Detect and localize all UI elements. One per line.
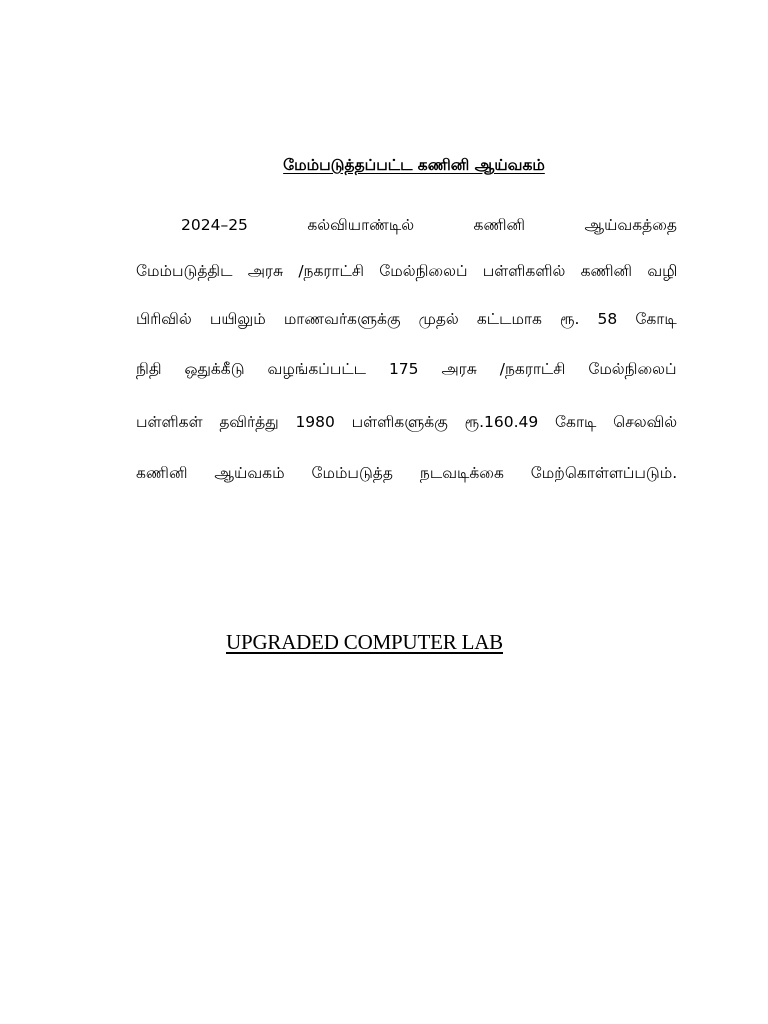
tamil-title: மேம்படுத்தப்பட்ட கணினி ஆய்வகம் bbox=[283, 156, 545, 174]
paragraph-word: கணினி bbox=[473, 216, 526, 234]
paragraph-line-5: பள்ளிகள் தவிர்த்து 1980 பள்ளிகளுக்கு ரூ.160.49 கோடி செலவில் bbox=[136, 413, 677, 431]
paragraph-line-6: கணினி ஆய்வகம் மேம்படுத்த நடவடிக்கை மேற்கொள்ளப்படும். bbox=[136, 464, 677, 482]
english-title: UPGRADED COMPUTER LAB bbox=[226, 630, 503, 654]
paragraph-word: 2024–25 bbox=[181, 216, 248, 234]
paragraph-line-4: நிதி ஒதுக்கீடு வழங்கப்பட்ட 175 அரசு /நகராட்சி மேல்நிலைப் bbox=[136, 360, 677, 378]
paragraph-word: கல்வியாண்டில் bbox=[307, 216, 415, 234]
paragraph-word: ஆய்வகத்தை bbox=[584, 216, 677, 234]
paragraph-line-3: பிரிவில் பயிலும் மாணவர்களுக்கு முதல் கட்டமாக ரூ. 58 கோடி bbox=[136, 310, 677, 328]
paragraph-line-2: மேம்படுத்திட அரசு /நகராட்சி மேல்நிலைப் பள்ளிகளில் கணினி வழி bbox=[136, 262, 677, 280]
paragraph-line-1 bbox=[181, 214, 677, 236]
